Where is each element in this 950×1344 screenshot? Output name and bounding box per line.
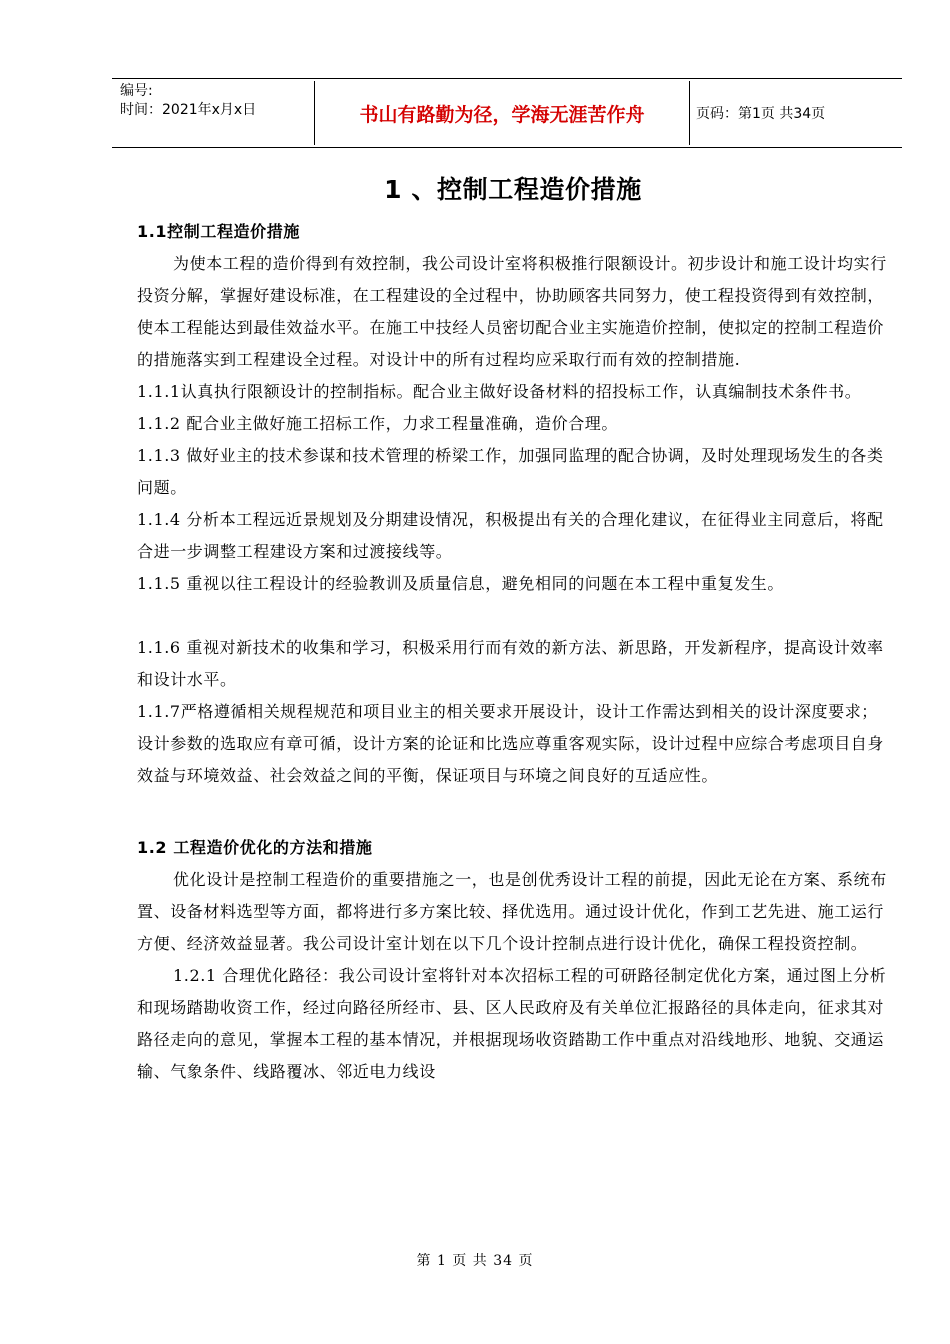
list-item-1-1-1: 1.1.1认真执行限额设计的控制指标。配合业主做好设备材料的招投标工作，认真编制技术条件书。 [137,382,862,401]
list-item-1-1-6: 1.1.6 重视对新技术的收集和学习，积极采用行而有效的新方法、新思路，开发新程序，提高设计效率和设计水平。 [137,638,884,689]
list-item-1-1-2: 1.1.2 配合业主做好施工招标工作，力求工程量准确，造价合理。 [137,414,618,433]
header-motto: 书山有路勤为径，学海无涯苦作舟 [314,81,690,145]
list-item-1-1-7: 1.1.7严格遵循相关规程规范和项目业主的相关要求开展设计，设计工作需达到相关的设计深度要求；设计参数的选取应有章可循，设计方案的论证和比选应尊重客观实际，设计过程中应综合考虑项目自身效益与环境效益、社会效益之间的平衡，保证项目与环境之间良好的互适应性。 [137,702,885,785]
section-1-2-intro: 优化设计是控制工程造价的重要措施之一，也是创优秀设计工程的前提，因此无论在方案、系统布置、设备材料选型等方面，都将进行多方案比较、择优选用。通过设计优化，作到工艺先进、施工运行方便、经济效益显著。我公司设计室计划在以下几个设计控制点进行设计优化，确保工程投资控制。 [137,870,887,953]
section-heading-1-2: 1.2 工程造价优化的方法和措施 [137,838,373,857]
page-header [112,78,902,148]
list-item-1-1-3: 1.1.3 做好业主的技术参谋和技术管理的桥梁工作，加强同监理的配合协调，及时处理现场发生的各类问题。 [137,446,884,497]
document-body [137,168,889,1088]
header-meta [120,82,256,120]
section-heading-1-1: 1.1控制工程造价措施 [137,222,300,241]
section-gap [137,792,889,832]
document-date: 时间：2021年x月x日 [120,102,257,118]
list-item-1-1-4: 1.1.4 分析本工程远近景规划及分期建设情况，积极提出有关的合理化建议，在征得业主同意后，将配合进一步调整工程建设方案和过渡接线等。 [137,510,884,561]
section-1-1-intro: 为使本工程的造价得到有效控制，我公司设计室将积极推行限额设计。初步设计和施工设计均实行投资分解，掌握好建设标准，在工程建设的全过程中，协助顾客共同努力，使工程投资得到有效控制，使本工程能达到最佳效益水平。在施工中技经人员密切配合业主实施造价控制，使拟定的控制工程造价的措施落实到工程建设全过程。对设计中的所有过程均应采取行而有效的控制措施. [137,254,887,369]
page-title: 1 、控制工程造价措施 [384,175,642,204]
page-footer: 第 1 页 共 34 页 [416,1253,534,1269]
document-number-label: 编号: [120,83,153,99]
paragraph-gap [137,600,889,632]
header-page-info: 页码：第1页 共34页 [696,106,826,122]
list-item-1-1-5: 1.1.5 重视以往工程设计的经验教训及质量信息，避免相同的问题在本工程中重复发生。 [137,574,784,593]
list-item-1-2-1: 1.2.1 合理优化路径：我公司设计室将针对本次招标工程的可研路径制定优化方案，通过图上分析和现场踏勘收资工作，经过向路径所经市、县、区人民政府及有关单位汇报路径的具体走向，征求其对路径走向的意见，掌握本工程的基本情况，并根据现场收资踏勘工作中重点对沿线地形、地貌、交通运输、气象条件、线路覆冰、邻近电力线设 [137,966,887,1081]
